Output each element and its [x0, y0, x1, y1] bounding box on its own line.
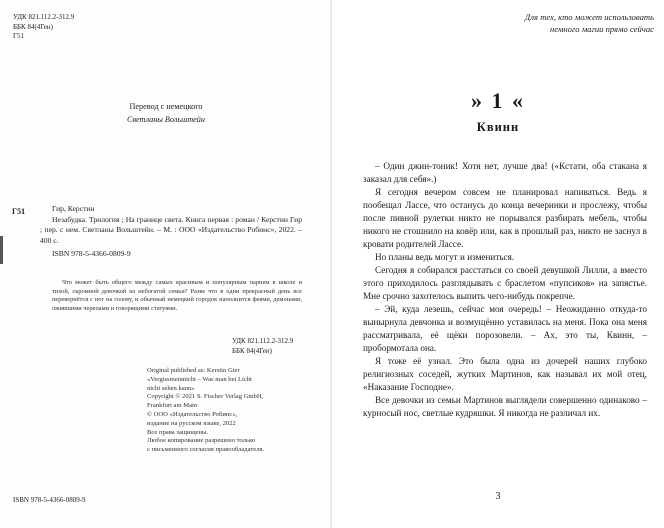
udk-block-bottom [232, 337, 293, 356]
copyright-line: nicht sehen kann» [147, 384, 195, 392]
page-edge-mark [0, 236, 3, 264]
epigraph [484, 11, 654, 35]
paragraph: Но планы ведь могут и измениться. [375, 252, 515, 262]
isbn-bottom: ISBN 978-5-4366-0809-9 [13, 496, 86, 504]
catalog-mark: Г51 [12, 207, 26, 216]
author-mark: Г51 [13, 32, 25, 41]
copyright-line: Original published as: Kerstin Gier [147, 367, 240, 374]
book-annotation: Что может быть общего между самых красивым и популярным парнем в школе и тихой, скромной девочкой из небогатой семьи? Разве что в одни прекрасный день все перевернётся с ног на голову, и обычный немецкий городок наполнится феями, демонами, ожившими черепами и говорящими статуями. [52, 279, 302, 313]
udk-block-top [13, 13, 74, 42]
translator-name: Светланы Вольштейн [127, 115, 205, 124]
paragraph: Я сегодня вечером совсем не планировал напиваться. Ведь я пообещал Лассе, что останусь до конца вечеринки и прослежу, чтобы после пивной рулетки никто не порывался разбирать мебель, чтобы никого не стошнило на ковёр или, как в прошлый раз, никто не заснул в кровати родителей Лассе. [363, 187, 647, 249]
bbk-code-bottom: ББК 84(4Ген) [232, 346, 272, 355]
paragraph: Я тоже её узнал. Это была одна из дочерей наших глубоко религиозных соседей, жутких Мартинов, как называл их мой отец, «Наказание Господне». [363, 356, 647, 392]
biblio-description: Незабудка. Трилогия ; На границе света. Книга первая : роман / Керстин Гир ; пер. с нем. Светланы Вольштейн. – М. : ООО «Издательство Робинс», 2022. – 400 с. [40, 214, 302, 245]
udk-code-bottom: УДК 821.112.2-312.9 [232, 337, 294, 345]
biblio-isbn: ISBN 978-5-4366-0809-9 [52, 249, 131, 259]
chapter-body [363, 160, 647, 420]
copyright-line: Copyright © 2021 S. Fischer Verlag GmbH, [147, 393, 264, 401]
copyright-line: «Vergissmeinnicht – Was man bei Licht [147, 375, 252, 383]
copyright-line: Любое копирование разрешено только [147, 437, 256, 445]
copyright-line: с письменного согласия правообладателя. [147, 446, 265, 454]
paragraph: – Один джин-тоник! Хотя нет, лучше два! («Кстати, оба стакана я заказал для себя».) [363, 161, 647, 184]
chapter-number: » 1 « [471, 88, 525, 113]
bibliographic-record [40, 204, 302, 260]
paragraph: Все девочки из семьи Мартинов выглядели совершенно одинаково – курносый нос, светлые кудряшки. Я никогда не различал их. [363, 395, 647, 418]
copyright-line: © ООО «Издательство Робинс», [147, 410, 238, 418]
udk-code: УДК 821.112.2-312.9 [13, 13, 75, 21]
page-number: 3 [495, 491, 501, 502]
paragraph: – Эй, куда лезешь, сейчас моя очередь! – Неожиданно откуда-то вынырнула девчонка и возмущённо уставилась на меня. Пока она меня рассматривала, её щёки порозовели. – Ах, это ты, Квинн, – пробормотала она. [363, 304, 647, 353]
bbk-code: ББК 84(4Ген) [13, 22, 53, 31]
chapter-title: Квинн [476, 120, 520, 134]
copyright-line: издание на русском языке, 2022 [147, 419, 236, 427]
biblio-author: Гир, Керстин [52, 204, 95, 213]
copyright-line: Frankfurt am Main [147, 402, 198, 410]
copyright-line: Все права защищены. [147, 428, 209, 436]
translator-label: Перевод с немецкого [129, 102, 203, 111]
epigraph-line: Для тех, кто может использовать [524, 12, 654, 22]
copyright-block [147, 367, 264, 455]
paragraph: Сегодня я собирался расстаться со своей девушкой Лилли, а вместо этого приходилось разглядывать с браслетом «пупсиков» на запястье. Мне срочно захотелось выпить чего-нибудь покрепче. [363, 265, 647, 301]
epigraph-line: немного магии прямо сейчас [549, 24, 654, 34]
translator-credit [0, 100, 332, 126]
